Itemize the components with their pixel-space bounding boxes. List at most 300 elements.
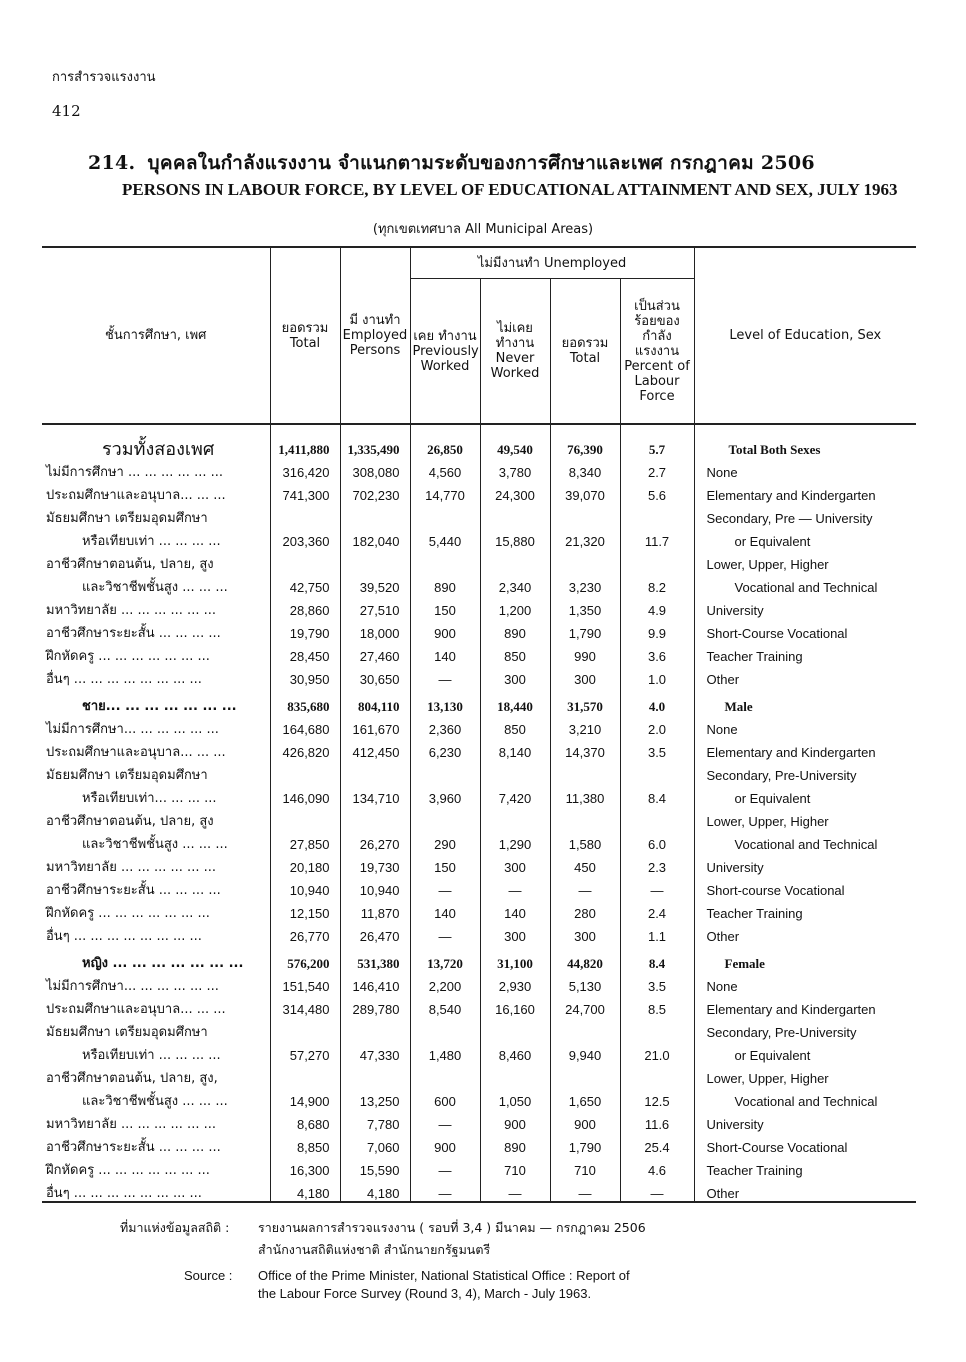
cell-prev: 140 <box>410 641 480 664</box>
cell-pct: 5.7 <box>620 424 694 457</box>
row-label-thai: อาชีวศึกษาระยะสั้น ... ... ... ... <box>46 883 221 898</box>
row-label-thai: มัธยมศึกษา เตรียมอุดมศึกษา <box>46 768 208 783</box>
title-thai-line <box>88 148 908 178</box>
cell-prev: 1,480 <box>410 1040 480 1063</box>
cell-utotal: 39,070 <box>550 480 620 503</box>
cell-total: 42,750 <box>270 572 340 595</box>
cell-employed: 531,380 <box>340 944 410 971</box>
row-label-english: Vocational and Technical <box>694 1086 916 1109</box>
cell-employed <box>340 806 410 829</box>
cell-never: 16,160 <box>480 994 550 1017</box>
cell-pct: 21.0 <box>620 1040 694 1063</box>
table-row <box>42 595 916 618</box>
cell-prev: 13,720 <box>410 944 480 971</box>
cell-prev: 140 <box>410 898 480 921</box>
cell-never: — <box>480 1178 550 1202</box>
cell-pct: — <box>620 875 694 898</box>
row-label-thai: ฝึกหัดครู ... ... ... ... ... ... ... <box>46 649 210 664</box>
row-label-thai: และวิชาชีพชั้นสูง ... ... ... <box>82 837 228 852</box>
cell-never: 15,880 <box>480 526 550 549</box>
table-row <box>42 714 916 737</box>
cell-employed: 10,940 <box>340 875 410 898</box>
cell-pct: 1.0 <box>620 664 694 687</box>
cell-utotal: 14,370 <box>550 737 620 760</box>
cell-employed <box>340 549 410 572</box>
cell-never <box>480 503 550 526</box>
row-label-english: Teacher Training <box>694 641 916 664</box>
row-label-english: Secondary, Pre-University <box>694 1017 916 1040</box>
row-label-english: Elementary and Kindergarten <box>694 994 916 1017</box>
row-label-english: or Equivalent <box>694 526 916 549</box>
cell-pct: 4.0 <box>620 687 694 714</box>
row-label-thai: อาชีวศึกษาตอนต้น, ปลาย, สูง, <box>46 1071 218 1086</box>
cell-never: 140 <box>480 898 550 921</box>
cell-pct <box>620 1017 694 1040</box>
cell-prev: 2,200 <box>410 971 480 994</box>
row-label-english: None <box>694 971 916 994</box>
labour-force-table <box>42 246 916 1203</box>
cell-never: 890 <box>480 618 550 641</box>
cell-pct: 8.4 <box>620 944 694 971</box>
cell-pct: 2.7 <box>620 457 694 480</box>
cell-never: 31,100 <box>480 944 550 971</box>
cell-prev: 150 <box>410 852 480 875</box>
cell-total: 27,850 <box>270 829 340 852</box>
row-label-english: Short-Course Vocational <box>694 1132 916 1155</box>
source-label-english: Source : <box>184 1268 233 1283</box>
row-label-english: Teacher Training <box>694 1155 916 1178</box>
header-label-en: Level of Education, Sex <box>694 247 916 424</box>
cell-pct: 3.5 <box>620 737 694 760</box>
row-label-english: Male <box>694 687 916 714</box>
source-thai-line-1: รายงานผลการสำรวจแรงงาน ( รอบที่ 3,4 ) มีนาคม — กรกฎาคม 2506 <box>258 1220 646 1235</box>
cell-employed: 39,520 <box>340 572 410 595</box>
cell-utotal: 300 <box>550 664 620 687</box>
header-unemployed-total: ยอดรวม Total <box>550 279 620 425</box>
cell-total: 8,680 <box>270 1109 340 1132</box>
table-row <box>42 921 916 944</box>
row-label-english: None <box>694 714 916 737</box>
row-label-thai: และวิชาชีพชั้นสูง ... ... ... <box>82 1094 228 1109</box>
cell-utotal: 280 <box>550 898 620 921</box>
source-thai-line-2: สำนักงานสถิติแห่งชาติ สำนักนายกรัฐมนตรี <box>258 1242 491 1257</box>
cell-utotal: 900 <box>550 1109 620 1132</box>
title-english: PERSONS IN LABOUR FORCE, BY LEVEL OF EDUCATIONAL ATTAINMENT AND SEX, JULY 1963 <box>122 180 898 199</box>
cell-employed: 11,870 <box>340 898 410 921</box>
cell-total: 146,090 <box>270 783 340 806</box>
row-label-thai: หญิง ... ... ... ... ... ... ... <box>82 956 244 971</box>
cell-never: 7,420 <box>480 783 550 806</box>
cell-utotal: 24,700 <box>550 994 620 1017</box>
cell-total: 741,300 <box>270 480 340 503</box>
row-label-english: University <box>694 595 916 618</box>
table-row <box>42 618 916 641</box>
header-previously-worked: เคย ทำงาน Previously Worked <box>410 279 480 425</box>
table-row <box>42 1132 916 1155</box>
cell-prev <box>410 806 480 829</box>
cell-employed: 182,040 <box>340 526 410 549</box>
cell-never: 8,460 <box>480 1040 550 1063</box>
table-row <box>42 1155 916 1178</box>
row-label-english: or Equivalent <box>694 1040 916 1063</box>
row-label-english: Teacher Training <box>694 898 916 921</box>
cell-total <box>270 503 340 526</box>
table-row <box>42 503 916 526</box>
cell-prev: 290 <box>410 829 480 852</box>
header-label-th: ชั้นการศึกษา, เพศ <box>42 247 270 424</box>
cell-prev: — <box>410 1109 480 1132</box>
table-number: 214. <box>88 152 136 174</box>
row-label-thai: หรือเทียบเท่า ... ... ... ... <box>82 534 221 549</box>
table-row <box>42 1017 916 1040</box>
row-label-thai: ไม่มีการศึกษา ... ... ... ... ... ... <box>46 465 223 480</box>
cell-employed: 134,710 <box>340 783 410 806</box>
cell-pct: 25.4 <box>620 1132 694 1155</box>
row-label-thai: หรือเทียบเท่า... ... ... ... <box>82 791 217 806</box>
row-label-thai: มัธยมศึกษา เตรียมอุดมศึกษา <box>46 1025 208 1040</box>
cell-pct: 8.4 <box>620 783 694 806</box>
cell-employed: 27,510 <box>340 595 410 618</box>
cell-prev: — <box>410 921 480 944</box>
cell-prev <box>410 549 480 572</box>
cell-pct: 1.1 <box>620 921 694 944</box>
cell-never: 300 <box>480 921 550 944</box>
cell-prev: — <box>410 875 480 898</box>
cell-pct <box>620 760 694 783</box>
cell-total: 576,200 <box>270 944 340 971</box>
table-row <box>42 852 916 875</box>
row-label-thai: ฝึกหัดครู ... ... ... ... ... ... ... <box>46 906 210 921</box>
row-label-thai: ประถมศึกษาและอนุบาล... ... ... <box>46 1002 226 1017</box>
cell-utotal <box>550 806 620 829</box>
table-row <box>42 737 916 760</box>
cell-employed: 804,110 <box>340 687 410 714</box>
cell-utotal: 5,130 <box>550 971 620 994</box>
cell-utotal: 31,570 <box>550 687 620 714</box>
cell-employed: 289,780 <box>340 994 410 1017</box>
cell-pct <box>620 503 694 526</box>
row-label-thai: มหาวิทยาลัย ... ... ... ... ... ... <box>46 1117 216 1132</box>
cell-utotal: 3,230 <box>550 572 620 595</box>
cell-never <box>480 760 550 783</box>
table-scope: (ทุกเขตเทศบาล All Municipal Areas) <box>372 222 594 237</box>
row-label-english: Lower, Upper, Higher <box>694 1063 916 1086</box>
cell-total <box>270 1017 340 1040</box>
cell-total <box>270 1063 340 1086</box>
cell-never: 850 <box>480 714 550 737</box>
cell-pct <box>620 549 694 572</box>
cell-total: 20,180 <box>270 852 340 875</box>
table-row <box>42 687 916 714</box>
header-employed: มี งานทำ Employed Persons <box>340 247 410 424</box>
page-number: 412 <box>52 102 81 120</box>
row-label-thai: ประถมศึกษาและอนุบาล... ... ... <box>46 745 226 760</box>
source-english-line-1: Office of the Prime Minister, National Statistical Office : Report of <box>258 1268 630 1283</box>
cell-total: 835,680 <box>270 687 340 714</box>
row-label-english: Elementary and Kindergarten <box>694 737 916 760</box>
cell-pct: 12.5 <box>620 1086 694 1109</box>
cell-prev: 5,440 <box>410 526 480 549</box>
cell-utotal: 8,340 <box>550 457 620 480</box>
cell-total: 1,411,880 <box>270 424 340 457</box>
table-row <box>42 875 916 898</box>
cell-employed: 18,000 <box>340 618 410 641</box>
cell-never: 890 <box>480 1132 550 1155</box>
cell-utotal: 11,380 <box>550 783 620 806</box>
cell-utotal: 1,350 <box>550 595 620 618</box>
cell-prev: — <box>410 1155 480 1178</box>
cell-total: 164,680 <box>270 714 340 737</box>
cell-prev: 13,130 <box>410 687 480 714</box>
row-label-thai: ชาย... ... ... ... ... ... ... <box>82 699 237 714</box>
cell-prev: 26,850 <box>410 424 480 457</box>
table-row <box>42 572 916 595</box>
cell-total <box>270 549 340 572</box>
cell-pct: 11.7 <box>620 526 694 549</box>
cell-never: 8,140 <box>480 737 550 760</box>
cell-prev <box>410 760 480 783</box>
table-row <box>42 760 916 783</box>
cell-total: 10,940 <box>270 875 340 898</box>
cell-employed: 30,650 <box>340 664 410 687</box>
row-label-thai: รวมทั้งสองเพศ <box>102 439 215 457</box>
cell-never <box>480 549 550 572</box>
cell-total: 16,300 <box>270 1155 340 1178</box>
cell-total: 8,850 <box>270 1132 340 1155</box>
cell-employed: 13,250 <box>340 1086 410 1109</box>
cell-utotal: 76,390 <box>550 424 620 457</box>
cell-pct: — <box>620 1178 694 1202</box>
table-row <box>42 829 916 852</box>
cell-utotal: 44,820 <box>550 944 620 971</box>
table-row <box>42 783 916 806</box>
row-label-thai: อาชีวศึกษาระยะสั้น ... ... ... ... <box>46 626 221 641</box>
row-label-english: or Equivalent <box>694 783 916 806</box>
cell-prev: — <box>410 664 480 687</box>
table-row <box>42 526 916 549</box>
cell-total: 19,790 <box>270 618 340 641</box>
cell-never: 850 <box>480 641 550 664</box>
header-unemployed: ไม่มีงานทำ Unemployed <box>410 247 694 279</box>
cell-never: 300 <box>480 852 550 875</box>
source-label-thai: ที่มาแห่งข้อมูลสถิติ : <box>120 1220 230 1235</box>
cell-pct: 4.9 <box>620 595 694 618</box>
cell-utotal <box>550 503 620 526</box>
row-label-english: Lower, Upper, Higher <box>694 549 916 572</box>
source-english-line-2: the Labour Force Survey (Round 3, 4), March - July 1963. <box>258 1286 592 1301</box>
running-head: การสำรวจแรงงาน <box>52 70 156 85</box>
row-label-thai: ฝึกหัดครู ... ... ... ... ... ... ... <box>46 1163 210 1178</box>
row-label-english: Female <box>694 944 916 971</box>
cell-employed <box>340 760 410 783</box>
cell-utotal <box>550 549 620 572</box>
cell-utotal: — <box>550 875 620 898</box>
cell-total: 151,540 <box>270 971 340 994</box>
cell-utotal <box>550 760 620 783</box>
table-title <box>88 148 908 199</box>
cell-pct: 3.5 <box>620 971 694 994</box>
table-row <box>42 549 916 572</box>
cell-employed: 27,460 <box>340 641 410 664</box>
cell-total: 26,770 <box>270 921 340 944</box>
cell-never: 710 <box>480 1155 550 1178</box>
row-label-thai: อาชีวศึกษาระยะสั้น ... ... ... ... <box>46 1140 221 1155</box>
cell-total: 426,820 <box>270 737 340 760</box>
cell-employed <box>340 503 410 526</box>
row-label-english: Short-Course Vocational <box>694 618 916 641</box>
cell-pct: 9.9 <box>620 618 694 641</box>
cell-prev: 4,560 <box>410 457 480 480</box>
header-never-worked: ไม่เคย ทำงาน Never Worked <box>480 279 550 425</box>
table-row <box>42 1109 916 1132</box>
cell-prev <box>410 1017 480 1040</box>
cell-never <box>480 1063 550 1086</box>
row-label-thai: อาชีวศึกษาตอนต้น, ปลาย, สูง <box>46 557 214 572</box>
row-label-thai: ไม่มีการศึกษา... ... ... ... ... ... <box>46 979 219 994</box>
row-label-thai: มหาวิทยาลัย ... ... ... ... ... ... <box>46 603 216 618</box>
cell-prev: 14,770 <box>410 480 480 503</box>
row-label-english: None <box>694 457 916 480</box>
cell-employed: 161,670 <box>340 714 410 737</box>
table-row <box>42 1040 916 1063</box>
cell-prev: 900 <box>410 618 480 641</box>
row-label-english: University <box>694 852 916 875</box>
table-row <box>42 480 916 503</box>
cell-utotal: 1,650 <box>550 1086 620 1109</box>
cell-never: 1,050 <box>480 1086 550 1109</box>
cell-never: 24,300 <box>480 480 550 503</box>
cell-employed: 308,080 <box>340 457 410 480</box>
cell-never: 1,200 <box>480 595 550 618</box>
cell-prev: 600 <box>410 1086 480 1109</box>
title-thai: บุคคลในกำลังแรงงาน จำแนกตามระดับของการศึกษาและเพศ กรกฎาคม 2506 <box>147 152 815 174</box>
header-percent: เป็นส่วน ร้อยของ กำลัง แรงงาน Percent of Labour Force <box>620 279 694 425</box>
cell-pct <box>620 1063 694 1086</box>
cell-pct: 2.4 <box>620 898 694 921</box>
cell-pct: 8.2 <box>620 572 694 595</box>
cell-never: 2,930 <box>480 971 550 994</box>
cell-never: 1,290 <box>480 829 550 852</box>
cell-total <box>270 760 340 783</box>
cell-employed: 26,470 <box>340 921 410 944</box>
cell-prev: — <box>410 1178 480 1202</box>
row-label-thai: อื่นๆ ... ... ... ... ... ... ... ... <box>46 929 202 944</box>
cell-total <box>270 806 340 829</box>
cell-total: 203,360 <box>270 526 340 549</box>
row-label-thai: ไม่มีการศึกษา... ... ... ... ... ... <box>46 722 219 737</box>
row-label-english: Total Both Sexes <box>694 424 916 457</box>
cell-employed: 412,450 <box>340 737 410 760</box>
cell-pct: 6.0 <box>620 829 694 852</box>
cell-employed: 26,270 <box>340 829 410 852</box>
cell-utotal: 990 <box>550 641 620 664</box>
row-label-english: Lower, Upper, Higher <box>694 806 916 829</box>
table-row <box>42 664 916 687</box>
table-row <box>42 641 916 664</box>
cell-utotal: 300 <box>550 921 620 944</box>
cell-total: 314,480 <box>270 994 340 1017</box>
cell-employed: 4,180 <box>340 1178 410 1202</box>
table-row <box>42 806 916 829</box>
cell-prev: 3,960 <box>410 783 480 806</box>
row-label-thai: และวิชาชีพชั้นสูง ... ... ... <box>82 580 228 595</box>
cell-utotal <box>550 1063 620 1086</box>
cell-utotal: 1,790 <box>550 618 620 641</box>
table-row <box>42 944 916 971</box>
table-row <box>42 1063 916 1086</box>
table-row <box>42 424 916 457</box>
cell-pct: 5.6 <box>620 480 694 503</box>
row-label-english: Elementary and Kindergarten <box>694 480 916 503</box>
row-label-thai: อื่นๆ ... ... ... ... ... ... ... ... <box>46 672 202 687</box>
cell-never: 18,440 <box>480 687 550 714</box>
cell-utotal: 3,210 <box>550 714 620 737</box>
row-label-english: Secondary, Pre — University <box>694 503 916 526</box>
row-label-english: Other <box>694 664 916 687</box>
cell-pct: 8.5 <box>620 994 694 1017</box>
cell-utotal <box>550 1017 620 1040</box>
cell-pct: 2.3 <box>620 852 694 875</box>
cell-employed: 15,590 <box>340 1155 410 1178</box>
cell-pct: 3.6 <box>620 641 694 664</box>
cell-prev: 8,540 <box>410 994 480 1017</box>
cell-never: 2,340 <box>480 572 550 595</box>
cell-utotal: 9,940 <box>550 1040 620 1063</box>
cell-prev: 150 <box>410 595 480 618</box>
cell-prev <box>410 503 480 526</box>
cell-pct: 11.6 <box>620 1109 694 1132</box>
cell-total: 4,180 <box>270 1178 340 1202</box>
row-label-english: Other <box>694 921 916 944</box>
cell-employed: 1,335,490 <box>340 424 410 457</box>
cell-utotal: 450 <box>550 852 620 875</box>
cell-prev: 900 <box>410 1132 480 1155</box>
table-row <box>42 971 916 994</box>
row-label-english: University <box>694 1109 916 1132</box>
row-label-thai: อื่นๆ ... ... ... ... ... ... ... ... <box>42 1178 270 1202</box>
cell-employed <box>340 1063 410 1086</box>
cell-utotal: 1,790 <box>550 1132 620 1155</box>
cell-employed: 7,060 <box>340 1132 410 1155</box>
cell-never: — <box>480 875 550 898</box>
cell-never: 3,780 <box>480 457 550 480</box>
cell-never: 49,540 <box>480 424 550 457</box>
cell-total: 316,420 <box>270 457 340 480</box>
cell-pct <box>620 806 694 829</box>
row-label-thai: อาชีวศึกษาตอนต้น, ปลาย, สูง <box>46 814 214 829</box>
cell-total: 12,150 <box>270 898 340 921</box>
cell-never: 900 <box>480 1109 550 1132</box>
table-row <box>42 1178 916 1202</box>
cell-total: 14,900 <box>270 1086 340 1109</box>
row-label-english: Secondary, Pre-University <box>694 760 916 783</box>
cell-prev: 6,230 <box>410 737 480 760</box>
cell-prev: 890 <box>410 572 480 595</box>
cell-utotal: — <box>550 1178 620 1202</box>
cell-employed: 19,730 <box>340 852 410 875</box>
cell-never <box>480 806 550 829</box>
cell-total: 28,450 <box>270 641 340 664</box>
cell-total: 57,270 <box>270 1040 340 1063</box>
cell-utotal: 710 <box>550 1155 620 1178</box>
row-label-thai: มัธยมศึกษา เตรียมอุดมศึกษา <box>46 511 208 526</box>
row-label-english: Vocational and Technical <box>694 829 916 852</box>
cell-pct: 4.6 <box>620 1155 694 1178</box>
cell-employed: 7,780 <box>340 1109 410 1132</box>
table-row <box>42 994 916 1017</box>
cell-prev <box>410 1063 480 1086</box>
row-label-thai: มหาวิทยาลัย ... ... ... ... ... ... <box>46 860 216 875</box>
